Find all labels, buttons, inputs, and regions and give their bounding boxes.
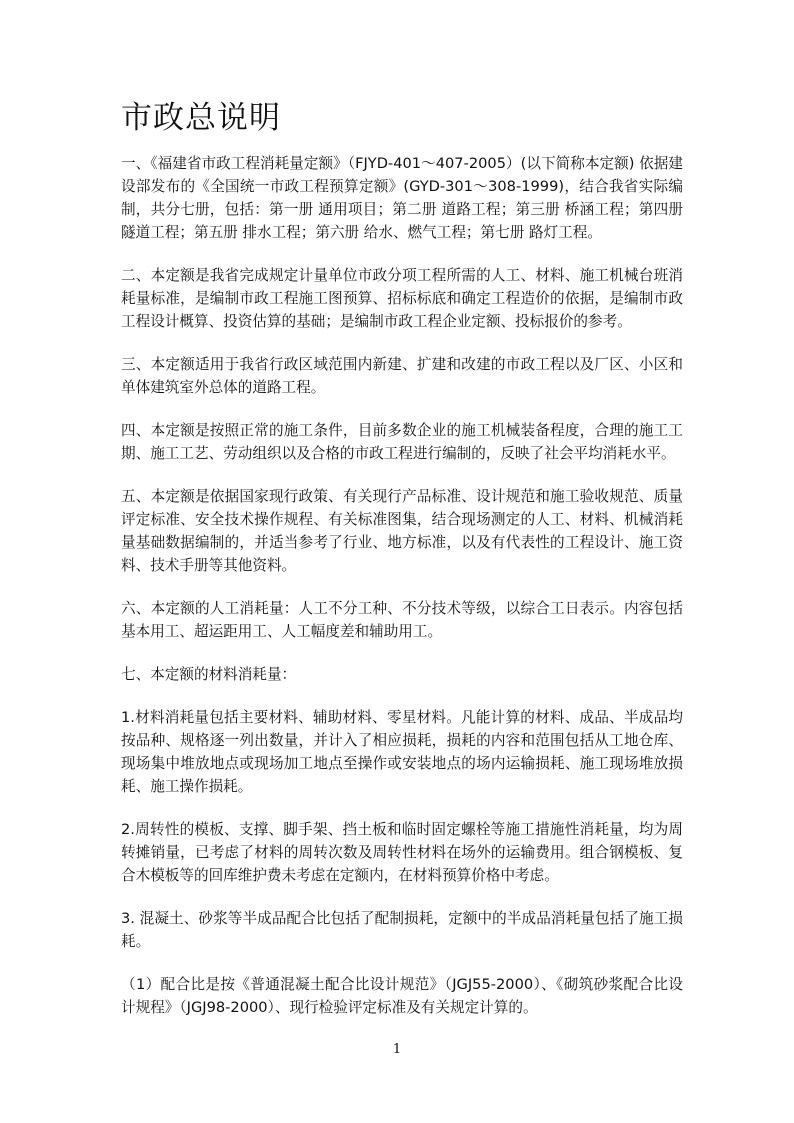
page-title: 市政总说明 (121, 100, 281, 136)
paragraph-1: 一、《福建省市政工程消耗量定额》（FJYD-401～407-2005）(以下简称本定额) 依据建设部发布的《全国统一市政工程预算定额》(GYD-301～308-1999)，结合我省实际编制，共分七册，包括：第一册 通用项目；第二册 道路工程；第三册 桥涵工程；第四册 隧道工程；第五册 排水工程；第六册 给水、燃气工程；第七册 路灯工程。 (121, 155, 683, 241)
page-number: 1 (392, 1042, 402, 1057)
paragraph-7: 七、本定额的材料消耗量： (121, 666, 297, 683)
document-body (121, 152, 683, 1039)
paragraph-8: 1.材料消耗量包括主要材料、辅助材料、零星材料。凡能计算的材料、成品、半成品均按品种、规格逐一列出数量，并计入了相应损耗，损耗的内容和范围包括从工地仓库、现场集中堆放地点或现场加工地点至操作或安装地点的场内运输损耗、施工现场堆放损耗、施工操作损耗。 (121, 709, 683, 795)
paragraph-3: 三、本定额适用于我省行政区域范围内新建、扩建和改建的市政工程以及厂区、小区和单体建筑室外总体的道路工程。 (121, 356, 683, 396)
paragraph-2: 二、本定额是我省完成规定计量单位市政分项工程所需的人工、材料、施工机械台班消耗量标准，是编制市政工程施工图预算、招标标底和确定工程造价的依据，是编制市政工程设计概算、投资估算的基础；是编制市政工程企业定额、投标报价的参考。 (121, 267, 683, 330)
paragraph-6: 六、本定额的人工消耗量：人工不分工种、不分技术等级，以综合工日表示。内容包括基本用工、超运距用工、人工幅度差和辅助用工。 (121, 600, 683, 640)
paragraph-9: 2.周转性的模板、支撑、脚手架、挡土板和临时固定螺栓等施工措施性消耗量，均为周转摊销量，已考虑了材料的周转次数及周转性材料在场外的运输费用。组合钢模板、复合木模板等的回库维护费未考虑在定额内，在材料预算价格中考虑。 (121, 821, 683, 884)
paragraph-11: （1）配合比是按《普通混凝土配合比设计规范》（JGJ55-2000）、《砌筑砂浆配合比设计规程》（JGJ98-2000）、现行检验评定标准及有关规定计算的。 (121, 976, 683, 1016)
paragraph-10: 3. 混凝土、砂浆等半成品配合比包括了配制损耗，定额中的半成品消耗量包括了施工损耗。 (121, 910, 683, 950)
paragraph-5: 五、本定额是依据国家现行政策、有关现行产品标准、设计规范和施工验收规范、质量评定标准、安全技术操作规程、有关标准图集，结合现场测定的人工、材料、机械消耗量基础数据编制的，并适当参考了行业、地方标准，以及有代表性的工程设计、施工资料、技术手册等其他资料。 (121, 488, 683, 574)
paragraph-4: 四、本定额是按照正常的施工条件，目前多数企业的施工机械装备程度，合理的施工工期、施工工艺、劳动组织以及合格的市政工程进行编制的，反映了社会平均消耗水平。 (121, 422, 683, 462)
